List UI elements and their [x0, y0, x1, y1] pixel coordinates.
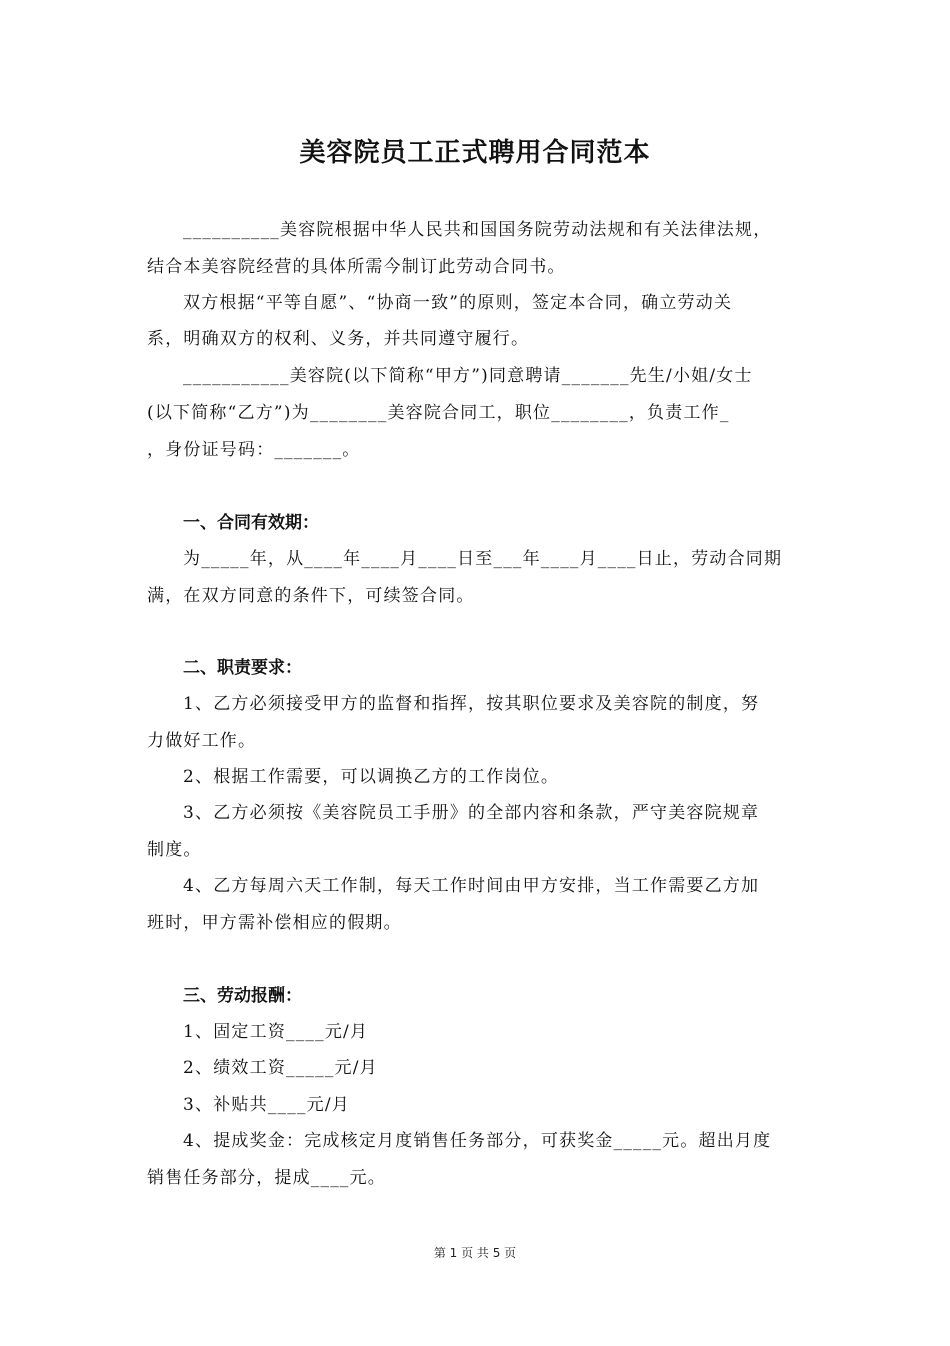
intro-paragraph-1-line-1: __________美容院根据中华人民共和国国务院劳动法规和有关法律法规，	[183, 220, 772, 240]
intro-paragraph-3-line-3: ，身份证号码：_______。	[147, 440, 361, 460]
page-number-footer: 第 1 页 共 5 页	[433, 1246, 517, 1260]
intro-paragraph-1-line-2: 结合本美容院经营的具体所需今制订此劳动合同书。	[147, 257, 566, 277]
page-title: 美容院员工正式聘用合同范本	[299, 138, 651, 168]
section-2-item-2: 2、根据工作需要，可以调换乙方的工作岗位。	[183, 767, 560, 787]
intro-paragraph-3-line-1: ___________美容院(以下简称“甲方”)同意聘请_______先生/小姐/女士	[183, 366, 753, 386]
section-1-line-1: 为_____年，从____年____月____日至___年____月____日止，劳动合同期	[183, 549, 783, 569]
section-3-heading: 三、劳动报酬：	[183, 986, 302, 1006]
intro-paragraph-3-line-2: (以下简称“乙方”)为________美容院合同工，职位________，负责工作_	[147, 403, 730, 423]
section-2-item-4-line-2: 班时，甲方需补偿相应的假期。	[147, 913, 402, 933]
section-2-item-4-line-1: 4、乙方每周六天工作制，每天工作时间由甲方安排，当工作需要乙方加	[183, 876, 760, 896]
section-2-heading: 二、职责要求：	[183, 658, 302, 678]
section-2-item-3-line-2: 制度。	[147, 840, 202, 860]
section-3-item-1: 1、固定工资____元/月	[183, 1022, 369, 1042]
section-2-item-1-line-1: 1、乙方必须接受甲方的监督和指挥，按其职位要求及美容院的制度，努	[183, 694, 760, 714]
section-3-item-3: 3、补贴共____元/月	[183, 1095, 350, 1115]
section-2-item-3-line-1: 3、乙方必须按《美容院员工手册》的全部内容和条款，严守美容院规章	[183, 803, 760, 823]
section-1-heading: 一、合同有效期：	[183, 513, 319, 533]
section-3-item-2: 2、绩效工资_____元/月	[183, 1058, 378, 1078]
intro-paragraph-2-line-2: 系，明确双方的权利、义务，并共同遵守履行。	[147, 329, 530, 349]
section-2-item-1-line-2: 力做好工作。	[147, 731, 257, 751]
section-3-item-4-line-1: 4、提成奖金：完成核定月度销售任务部分，可获奖金_____元。超出月度	[183, 1131, 772, 1151]
intro-paragraph-2-line-1: 双方根据“平等自愿”、“协商一致”的原则，签定本合同，确立劳动关	[183, 293, 733, 313]
section-1-line-2: 满，在双方同意的条件下，可续签合同。	[147, 586, 475, 606]
section-3-item-4-line-2: 销售任务部分，提成____元。	[147, 1168, 386, 1188]
